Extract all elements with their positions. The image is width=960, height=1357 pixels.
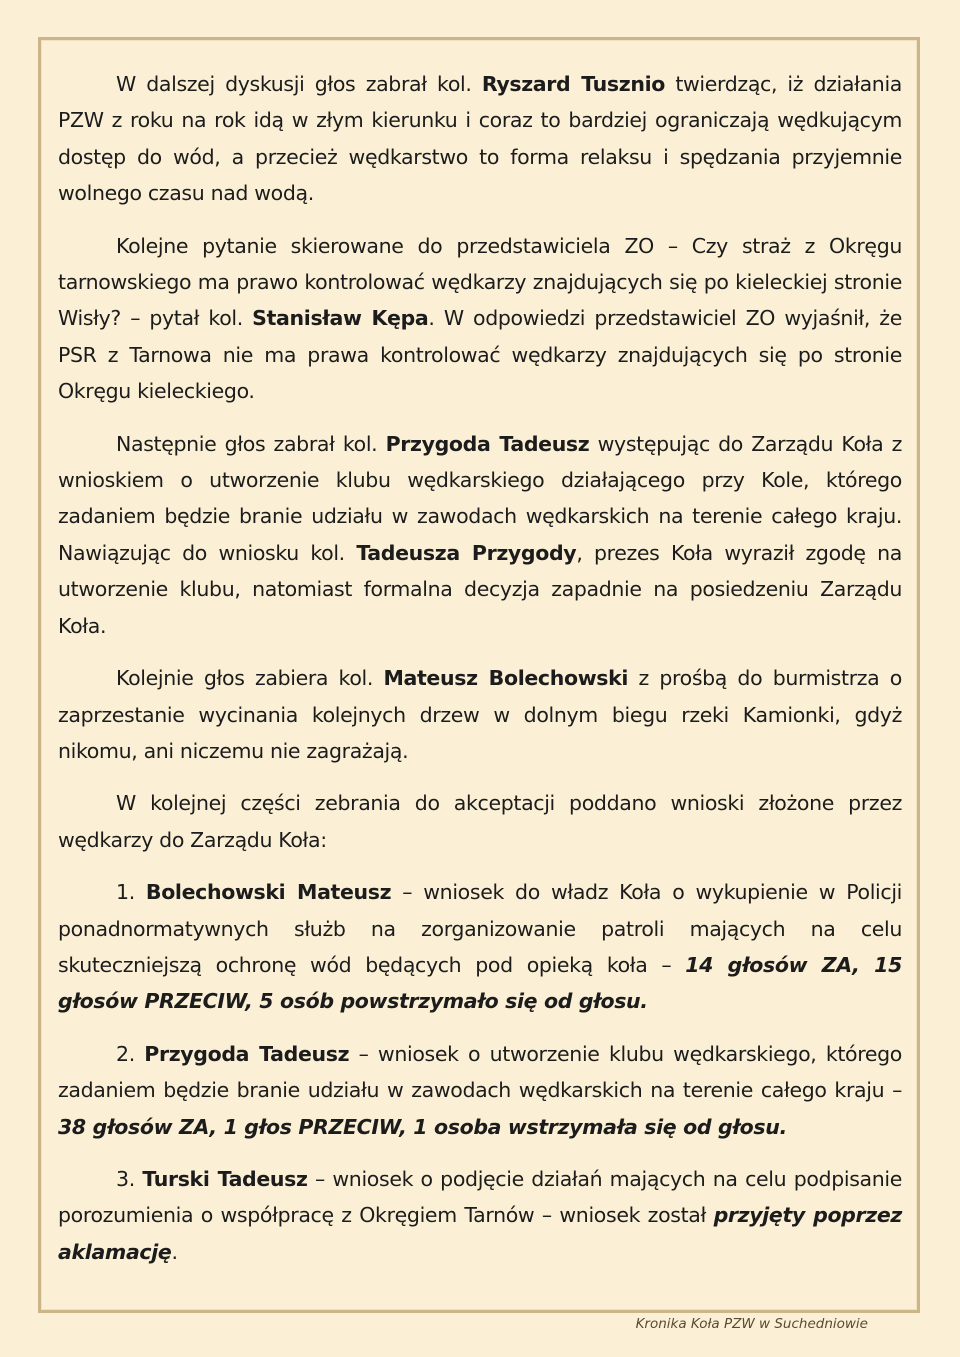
text-segment: Następnie głos zabrał kol. [116,431,386,456]
document-body [58,66,902,1286]
list-number: 3. [116,1166,143,1191]
paragraph-3 [58,426,902,644]
person-name: Bolechowski Mateusz [145,880,392,905]
text-segment: W dalszej dyskusji głos zabrał kol. [116,72,482,96]
text-segment: . [171,1239,178,1264]
text-segment: , prezes Koła wyraził zgodę na utworzenie klubu, natomiast formalna decyzja zapadnie na posiedzeniu Zarządu Koła. [58,540,902,638]
person-name: Przygoda Tadeusz [385,431,590,456]
text-segment: – wniosek do władz Koła o wykupienie w Policji ponadnormatywnych służb na zorganizowanie patroli mających na celu skuteczniejszą ochronę wód będących pod opieką koła – [58,880,903,977]
vote-result: 38 głosów ZA, 1 głos PRZECIW, 1 osoba wstrzymała się od głosu. [58,1114,787,1139]
motion-3 [58,1161,902,1270]
vote-result: 14 głosów ZA, 15 głosów PRZECIW, 5 osób powstrzymało się od głosu. [58,952,902,1014]
motion-1 [58,874,902,1020]
list-number: 1. [116,880,146,905]
paragraph-4 [58,660,902,769]
text-segment: z prośbą do burmistrza o zaprzestanie wycinania kolejnych drzew w dolnym biegu rzeki Kamionki, gdyż nikomu, ani niczemu nie zagrażają. [58,666,902,763]
person-name: Tadeusza Przygody [356,540,577,565]
paragraph-2 [58,228,902,410]
person-name: Ryszard Tusznio [481,72,666,96]
person-name: Przygoda Tadeusz [144,1041,350,1066]
person-name: Mateusz Bolechowski [383,666,629,691]
text-segment: twierdząc, iż działania PZW z roku na rok idą w złym kierunku i coraz to bardziej ograniczają wędkującym dostęp do wód, a przecież wędkarstwo to forma relaksu i spędzania przyjemnie wolnego czasu nad wodą. [58,72,903,206]
text-segment: W kolejnej części zebrania do akceptacji poddano wnioski złożone przez wędkarzy do Zarządu Koła: [58,791,902,852]
paragraph-5 [58,785,902,858]
page-footer: Kronika Koła PZW w Suchedniowie [635,1316,868,1332]
motion-2 [58,1036,902,1145]
person-name: Turski Tadeusz [142,1166,308,1191]
text-segment: występując do Zarządu Koła z wnioskiem o utworzenie klubu wędkarskiego działającego przy Kole, którego zadaniem będzie branie udziału w zawodach wędkarskich na terenie całego kraju. Nawiązując do wniosku kol. [58,431,902,565]
vote-result: przyjęty poprzez aklamację [58,1203,902,1264]
paragraph-1 [58,66,902,212]
text-segment: – wniosek o utworzenie klubu wędkarskiego, którego zadaniem będzie branie udziału w zawodach wędkarskich na terenie całego kraju – [58,1041,902,1103]
list-number: 2. [116,1041,145,1066]
text-segment: Kolejne pytanie skierowane do przedstawiciela ZO – Czy straż z Okręgu tarnowskiego ma prawo kontrolować wędkarzy znajdujących się po kieleckiej stronie Wisły? – pytał kol. [58,233,902,331]
person-name: Stanisław Kępa [252,306,429,331]
text-segment: . W odpowiedzi przedstawiciel ZO wyjaśnił, że PSR z Tarnowa nie ma prawa kontrolować wędkarzy znajdujących się po stronie Okręgu kieleckiego. [58,306,902,404]
text-segment: Kolejnie głos zabiera kol. [116,666,384,691]
text-segment: – wniosek o podjęcie działań mających na celu podpisanie porozumienia o współpracę z Okręgiem Tarnów – wniosek został [58,1166,903,1228]
